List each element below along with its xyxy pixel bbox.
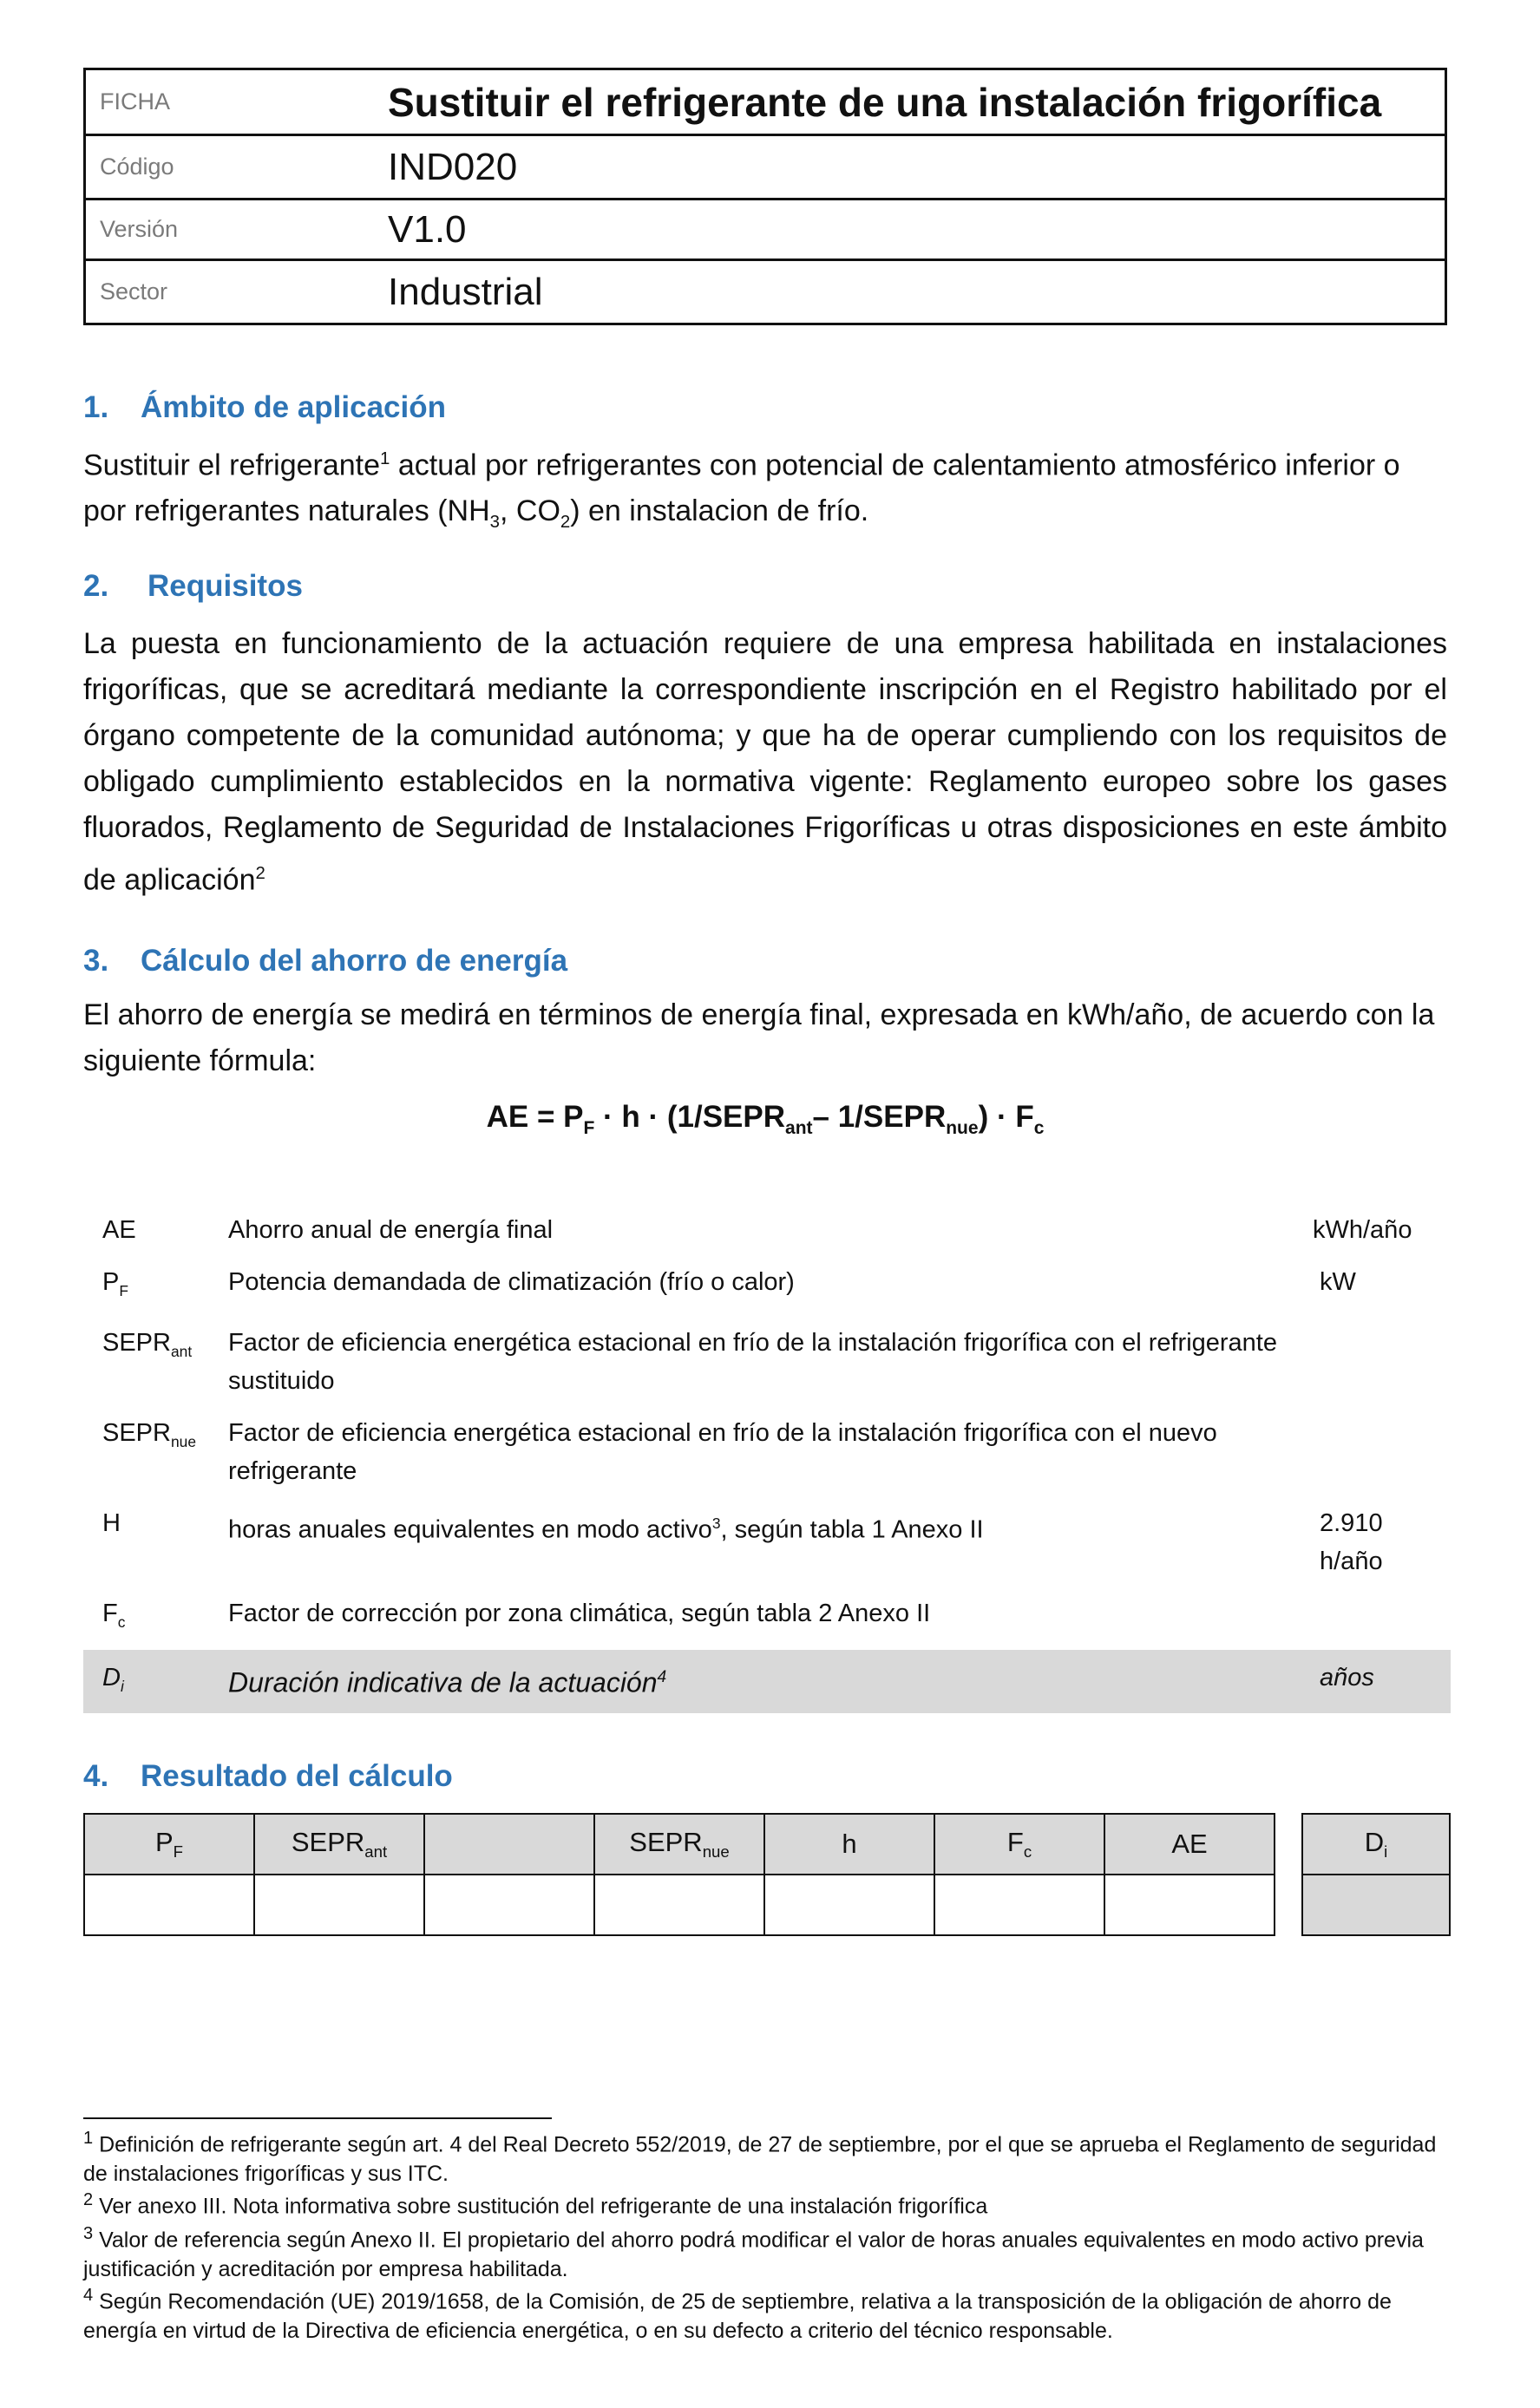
section-4-heading [83, 1759, 453, 1794]
duration-table [1301, 1813, 1451, 1936]
variable-unit: 2.910 h/año [1320, 1508, 1383, 1575]
footnote: $^1$ Definición de refrigerante según art. 4 del Real Decreto 552/2019, de 27 de septiembre, por el que se aprueba el Reglamento de seguridad de instalaciones frigoríficas y sus ITC. [83, 2129, 1437, 2187]
section-number: 1. [83, 390, 109, 424]
footnote-ref[interactable]: 2 [255, 864, 265, 883]
footnote: $^4$ Según Recomendación (UE) 2019/1658, de la Comisión, de 25 de septiembre, relativa a la transposición de la obligación de ahorro de energía en virtud de la Directiva de eficiencia energética, o en su defecto a criterio del técnico responsable. [83, 2286, 1392, 2344]
result-cell-pf[interactable] [84, 1875, 254, 1935]
variables-table [83, 1206, 1451, 1713]
section-number: 3. [83, 944, 109, 978]
footnote: $^3$ Valor de referencia según Anexo II. El propietario del ahorro podrá modificar el valor de horas anuales equivalentes en modo activo previa justificación y acreditación por empresa habilitada. [83, 2224, 1424, 2282]
result-cell-fc[interactable] [934, 1875, 1104, 1935]
variable-symbol: $SEPR_{nue}$ [102, 1418, 196, 1450]
variable-description: Duración indicativa de la actuación$^4$ [228, 1666, 667, 1698]
result-header-sepr-ant: $SEPR_{ant}$ [254, 1814, 424, 1875]
variable-row [83, 1206, 1451, 1258]
result-header-row [84, 1814, 1275, 1875]
footnote-divider [83, 2117, 552, 2119]
section-number: 2. [83, 569, 109, 603]
variable-row [83, 1258, 1451, 1319]
calculo-intro: El ahorro de energía se medirá en términos de energía final, expresada en kWh/año, de acuerdo con la siguiente fórmula: [83, 998, 1435, 1077]
section-1-heading [83, 390, 446, 425]
section-3-heading [83, 944, 567, 978]
ficha-title: Sustituir el refrigerante de una instalación frigorífica [376, 69, 1446, 135]
ficha-row [85, 260, 1446, 324]
version-label: Versión [85, 200, 377, 260]
variable-description: Factor de eficiencia energética estacional en frío de la instalación frigorífica con el refrigerante sustituido [228, 1328, 1277, 1395]
codigo-label: Código [85, 135, 377, 200]
variable-row [83, 1319, 1451, 1409]
variable-symbol: AE [102, 1216, 136, 1244]
ficha-row [85, 200, 1446, 260]
formula: AE = $P_F \cdot h$ · ($1/SEPR_{ant}-$ $1/SEPR_{nue}) \cdot F_c$ [486, 1100, 1045, 1138]
footnote-ref[interactable]: 4 [657, 1667, 667, 1686]
section-title: Requisitos [147, 569, 303, 603]
version-value: V1.0 [376, 200, 1446, 260]
variable-unit: kWh/año [1313, 1216, 1412, 1244]
sector-value: Industrial [376, 260, 1446, 324]
ficha-row [85, 69, 1446, 135]
variable-unit [1313, 1324, 1451, 1400]
section-number: 4. [83, 1759, 109, 1793]
variable-row [83, 1409, 1451, 1499]
result-header-sepr-nue: $SEPR_{nue}$ [594, 1814, 764, 1875]
result-cell-sepr-nue[interactable] [594, 1875, 764, 1935]
variable-description: Factor de corrección por zona climática, según tabla 2 Anexo II [228, 1599, 931, 1627]
variable-symbol: $F_c$ [102, 1599, 126, 1631]
variable-description: Factor de eficiencia energética estacional en frío de la instalación frigorífica con el nuevo refrigerante [228, 1418, 1217, 1485]
variable-symbol: $SEPR_{ant}$ [102, 1328, 193, 1360]
footnote-ref[interactable]: 3 [711, 1514, 721, 1532]
result-table [83, 1813, 1275, 1936]
variable-description: horas anuales equivalentes en modo activo$^3$, según tabla 1 Anexo II [228, 1514, 984, 1544]
result-input-row [84, 1875, 1275, 1935]
result-header-h: h [764, 1814, 934, 1875]
ficha-table [83, 68, 1447, 325]
footnote-ref[interactable]: 1 [380, 449, 390, 468]
ficha-row [85, 135, 1446, 200]
variable-symbol: H [102, 1508, 121, 1537]
result-header-blank [424, 1814, 594, 1875]
variable-row-highlighted [83, 1650, 1451, 1714]
requisitos-paragraph: La puesta en funcionamiento de la actuación requiere de una empresa habilitada en instalaciones frigoríficas, que se acreditará mediante la correspondiente inscripción en el Registro habilitado por el órgano competente de la comunidad autónoma; y que ha de operar cumpliendo con los requisitos de obligado cumplimiento establecidos en la normativa vigente: Reglamento europeo sobre los gases fluorados, Reglamento de Seguridad de Instalaciones Frigoríficas u otras disposiciones en este ámbito de aplicación$^2$ [83, 627, 1447, 897]
result-header-pf: $P_F$ [84, 1814, 254, 1875]
variable-row [83, 1499, 1451, 1589]
variable-symbol: $P_F$ [102, 1268, 128, 1299]
variable-unit [1313, 1594, 1451, 1641]
result-cell-h[interactable] [764, 1875, 934, 1935]
variable-row [83, 1589, 1451, 1650]
result-header-fc: $F_c$ [934, 1814, 1104, 1875]
variable-description: Potencia demandada de climatización (frío o calor) [228, 1268, 795, 1296]
variable-unit: años [1320, 1663, 1374, 1691]
variable-unit [1313, 1414, 1451, 1490]
duration-cell[interactable] [1302, 1875, 1450, 1935]
section-2-heading [83, 569, 303, 604]
variable-unit: kW [1320, 1268, 1356, 1296]
section-title: Cálculo del ahorro de energía [141, 944, 568, 978]
variable-description: Ahorro anual de energía final [228, 1216, 554, 1244]
ambito-paragraph: Sustituir el refrigerante$^1$ actual por refrigerantes con potencial de calentamiento atmosférico inferior o por refrigerantes naturales ($NH_3$, $CO_2$) en instalacion de frío. [83, 448, 1400, 533]
result-cell-blank[interactable] [424, 1875, 594, 1935]
result-cell-sepr-ant[interactable] [254, 1875, 424, 1935]
duration-header: $D_i$ [1302, 1814, 1450, 1875]
result-header-ae: AE [1104, 1814, 1275, 1875]
footnote: $^2$ Ver anexo III. Nota informativa sobre sustitución del refrigerante de una instalación frigorífica [83, 2190, 988, 2219]
variable-symbol: $D_i$ [102, 1663, 124, 1695]
sector-label: Sector [85, 260, 377, 324]
ficha-label: FICHA [85, 69, 377, 135]
codigo-value: IND020 [376, 135, 1446, 200]
result-cell-ae[interactable] [1104, 1875, 1275, 1935]
section-title: Resultado del cálculo [141, 1759, 453, 1793]
section-title: Ámbito de aplicación [141, 390, 446, 424]
